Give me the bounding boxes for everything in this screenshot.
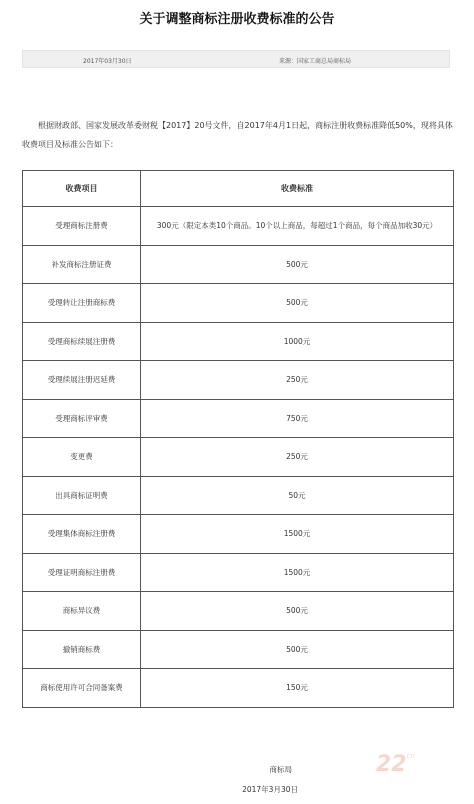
table-row [23, 322, 454, 361]
fee-amount: 500元 [141, 630, 454, 669]
publish-date: 2017年03月30日 [83, 58, 132, 65]
fee-item: 变更费 [23, 438, 141, 477]
fee-amount: 150元 [141, 669, 454, 708]
fee-item: 受理商标注册费 [23, 207, 141, 246]
fee-item: 受理商标续展注册费 [23, 322, 141, 361]
table-row [23, 476, 454, 515]
meta-bar [22, 50, 450, 68]
fee-amount: 300元（限定本类10个商品。10个以上商品，每超过1个商品，每个商品加收30元） [141, 207, 454, 246]
fee-amount: 500元 [141, 284, 454, 323]
intro-paragraph: 根据财政部、国家发展改革委财税【2017】20号文件，自2017年4月1日起，商标注册收费标准降低50%，现将具体收费项目及标准公告如下： [22, 121, 453, 149]
fee-amount: 500元 [141, 592, 454, 631]
table-row [23, 361, 454, 400]
fee-amount: 1500元 [141, 553, 454, 592]
watermark-sub: cn [406, 752, 415, 760]
table-row [23, 630, 454, 669]
page-title: 关于调整商标注册收费标准的公告 [139, 12, 335, 27]
fee-item: 受理续展注册迟延费 [23, 361, 141, 400]
table-row [23, 245, 454, 284]
table-row [23, 284, 454, 323]
fee-amount: 500元 [141, 245, 454, 284]
watermark-logo [376, 752, 436, 784]
column-header-fee: 收费标准 [141, 171, 454, 207]
table-row [23, 438, 454, 477]
fee-amount: 250元 [141, 438, 454, 477]
fee-item: 受理集体商标注册费 [23, 515, 141, 554]
fee-item: 商标异议费 [23, 592, 141, 631]
fee-amount: 50元 [141, 476, 454, 515]
fee-item: 商标使用许可合同备案费 [23, 669, 141, 708]
fee-amount: 250元 [141, 361, 454, 400]
table-row [23, 553, 454, 592]
fee-item: 补发商标注册证费 [23, 245, 141, 284]
fee-item: 受理商标评审费 [23, 399, 141, 438]
table-row [23, 515, 454, 554]
fee-amount: 750元 [141, 399, 454, 438]
fee-item: 受理转让注册商标费 [23, 284, 141, 323]
signature-org: 商标局 [269, 765, 292, 774]
column-header-item: 收费项目 [23, 171, 141, 207]
table-row [23, 399, 454, 438]
fee-table [22, 170, 454, 708]
source-label: 来源：国家工商总局商标局 [279, 58, 352, 65]
table-row [23, 669, 454, 708]
fee-item: 撤销商标费 [23, 630, 141, 669]
fee-item: 出具商标证明费 [23, 476, 141, 515]
table-row [23, 207, 454, 246]
fee-item: 受理证明商标注册费 [23, 553, 141, 592]
table-row [23, 592, 454, 631]
signature-date: 2017年3月30日 [242, 785, 298, 794]
watermark-main: 22 [376, 752, 407, 777]
fee-amount: 1500元 [141, 515, 454, 554]
table-header-row [23, 171, 454, 207]
fee-amount: 1000元 [141, 322, 454, 361]
